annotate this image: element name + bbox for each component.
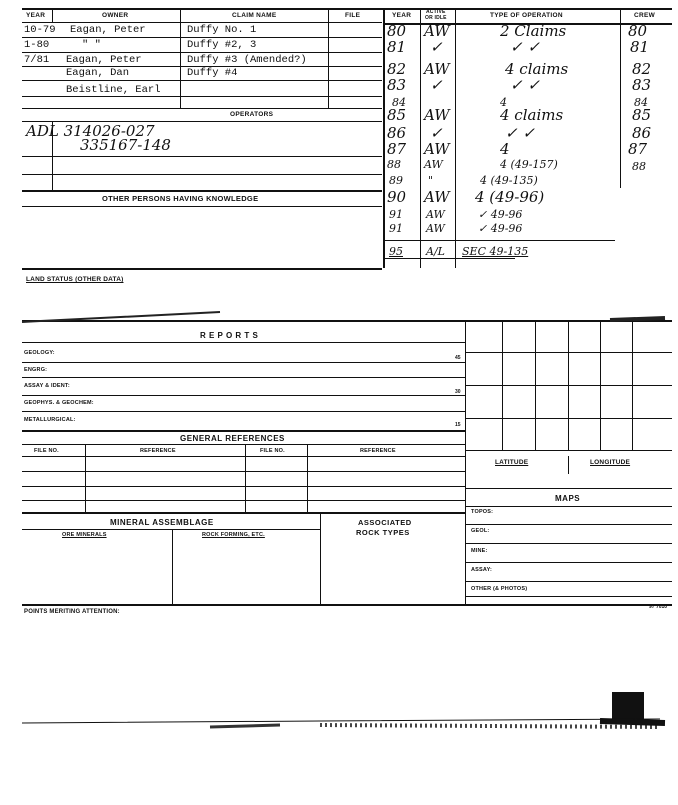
col-owner: OWNER — [102, 12, 129, 19]
report-num-45: 45 — [455, 355, 461, 361]
col-year: YEAR — [26, 12, 46, 19]
ref-col-file-no-2: FILE NO. — [260, 448, 285, 454]
owner-row-3-claim: Duffy #3 (Amended?) — [187, 54, 307, 66]
op-10-year: 89 — [389, 174, 403, 187]
operators-label: OPERATORS — [230, 111, 274, 118]
operators-entry-1: ADL 314026-027 — [26, 122, 155, 140]
op-2-year: 81 — [387, 38, 407, 56]
col-year-2: YEAR — [392, 12, 412, 19]
ore-minerals-label: ORE MINERALS — [62, 532, 107, 538]
maps-mine: MINE: — [471, 548, 488, 554]
report-assay: ASSAY & IDENT: — [24, 383, 70, 389]
op-7-status: ✓ — [430, 124, 443, 142]
col-idle: OR IDLE — [425, 15, 447, 21]
op-1-crew: 80 — [628, 22, 648, 40]
op-6-year: 85 — [387, 106, 407, 124]
owner-row-3-year: 7/81 — [24, 54, 50, 66]
op-13-status: AW — [426, 222, 445, 235]
ref-col-reference-1: REFERENCE — [140, 448, 176, 454]
op-13-year: 91 — [389, 222, 403, 235]
report-metallurgical: METALLURGICAL: — [24, 417, 76, 423]
op-8-crew: 87 — [628, 140, 648, 158]
report-geology: GEOLOGY: — [24, 350, 55, 356]
op-11-type: 4 (49-96) — [475, 188, 545, 206]
op-2-status: ✓ — [430, 38, 443, 56]
op-1-type: 2 Claims — [500, 22, 567, 40]
op-2-type: ✓ ✓ — [510, 38, 540, 56]
report-num-15: 15 — [455, 422, 461, 428]
op-5-crew: 84 — [634, 96, 648, 109]
owner-row-1-owner: Eagan, Peter — [70, 24, 146, 36]
report-num-30: 30 — [455, 389, 461, 395]
owner-row-1-year: 10-79 — [24, 24, 56, 36]
op-4-type: ✓ ✓ — [510, 76, 540, 94]
col-active: ACTIVE — [426, 9, 446, 15]
op-12-type: ✓ 49-96 — [478, 208, 523, 221]
op-14-year: 95 — [389, 245, 403, 258]
op-6-status: AW — [424, 106, 450, 124]
col-crew: CREW — [634, 12, 656, 19]
owner-row-2-owner: " " — [82, 39, 101, 51]
op-14-type: SEC 49-135 — [462, 245, 529, 258]
scan-smudge-bottom — [20, 715, 670, 750]
op-8-type: 4 — [500, 140, 510, 158]
op-2-crew: 81 — [630, 38, 650, 56]
other-persons-label: OTHER PERSONS HAVING KNOWLEDGE — [102, 194, 259, 203]
op-8-status: AW — [424, 140, 450, 158]
mineral-title: MINERAL ASSEMBLAGE — [110, 518, 214, 527]
op-11-status: AW — [424, 188, 450, 206]
land-status-label: LAND STATUS (OTHER DATA) — [26, 276, 124, 283]
op-9-year: 88 — [387, 158, 401, 171]
op-4-crew: 83 — [632, 76, 652, 94]
general-references-title: GENERAL REFERENCES — [180, 434, 285, 443]
op-7-crew: 86 — [632, 124, 652, 142]
op-4-status: ✓ — [430, 76, 443, 94]
longitude-label: LONGITUDE — [590, 459, 631, 466]
op-3-year: 82 — [387, 60, 407, 78]
points-meriting-attention: POINTS MERITING ATTENTION: — [24, 609, 120, 615]
ref-col-reference-2: REFERENCE — [360, 448, 396, 454]
owner-row-2-year: 1-80 — [24, 39, 50, 51]
op-4-year: 83 — [387, 76, 407, 94]
form-code: 97 7010 — [649, 604, 668, 610]
maps-title: MAPS — [555, 494, 581, 503]
col-file: FILE — [345, 12, 361, 19]
maps-assay: ASSAY: — [471, 567, 493, 573]
owner-row-3-owner: Eagan, Peter — [66, 54, 142, 66]
owner-row-4-owner: Eagan, Dan — [66, 67, 130, 79]
op-3-crew: 82 — [632, 60, 652, 78]
report-geophys: GEOPHYS. & GEOCHEM: — [24, 400, 94, 406]
maps-other: OTHER (& PHOTOS) — [471, 586, 528, 592]
op-9-status: AW — [424, 158, 443, 171]
col-type-of-operation: TYPE OF OPERATION — [490, 12, 563, 19]
op-7-type: ✓ ✓ — [505, 124, 535, 142]
report-engrg: ENGRG: — [24, 367, 48, 373]
op-8-year: 87 — [387, 140, 407, 158]
scan-smudge-top — [20, 300, 670, 330]
op-7-year: 86 — [387, 124, 407, 142]
op-10-type: 4 (49-135) — [480, 174, 538, 187]
owner-row-1-claim: Duffy No. 1 — [187, 24, 257, 36]
maps-topos: TOPOS: — [471, 509, 494, 515]
rock-forming-label: ROCK FORMING, ETC. — [202, 532, 265, 538]
op-13-type: ✓ 49-96 — [478, 222, 523, 235]
op-3-status: AW — [424, 60, 450, 78]
operators-entry-2: 335167-148 — [80, 136, 171, 154]
op-6-crew: 85 — [632, 106, 652, 124]
op-1-status: AW — [424, 22, 450, 40]
owner-row-5-owner: Beistline, Earl — [66, 84, 161, 96]
maps-geol: GEOL: — [471, 528, 490, 534]
op-12-status: AW — [426, 208, 445, 221]
op-9-crew: 88 — [632, 160, 646, 173]
op-5-year: 84 — [392, 96, 406, 109]
op-14-status: A/L — [426, 245, 445, 258]
latitude-label: LATITUDE — [495, 459, 529, 466]
associated-label: ASSOCIATED — [358, 518, 412, 527]
owner-row-4-claim: Duffy #4 — [187, 67, 238, 79]
rock-types-label: ROCK TYPES — [356, 528, 410, 537]
op-1-year: 80 — [387, 22, 407, 40]
owner-row-2-claim: Duffy #2, 3 — [187, 39, 257, 51]
op-6-type: 4 claims — [500, 106, 564, 124]
op-3-type: 4 claims — [505, 60, 569, 78]
op-11-year: 90 — [387, 188, 407, 206]
ref-col-file-no-1: FILE NO. — [34, 448, 59, 454]
col-claim-name: CLAIM NAME — [232, 12, 277, 19]
reports-title: R E P O R T S — [200, 331, 259, 340]
op-9-type: 4 (49-157) — [500, 158, 558, 171]
op-5-type: 4 — [500, 96, 507, 109]
op-12-year: 91 — [389, 208, 403, 221]
op-10-status: " — [428, 174, 434, 187]
